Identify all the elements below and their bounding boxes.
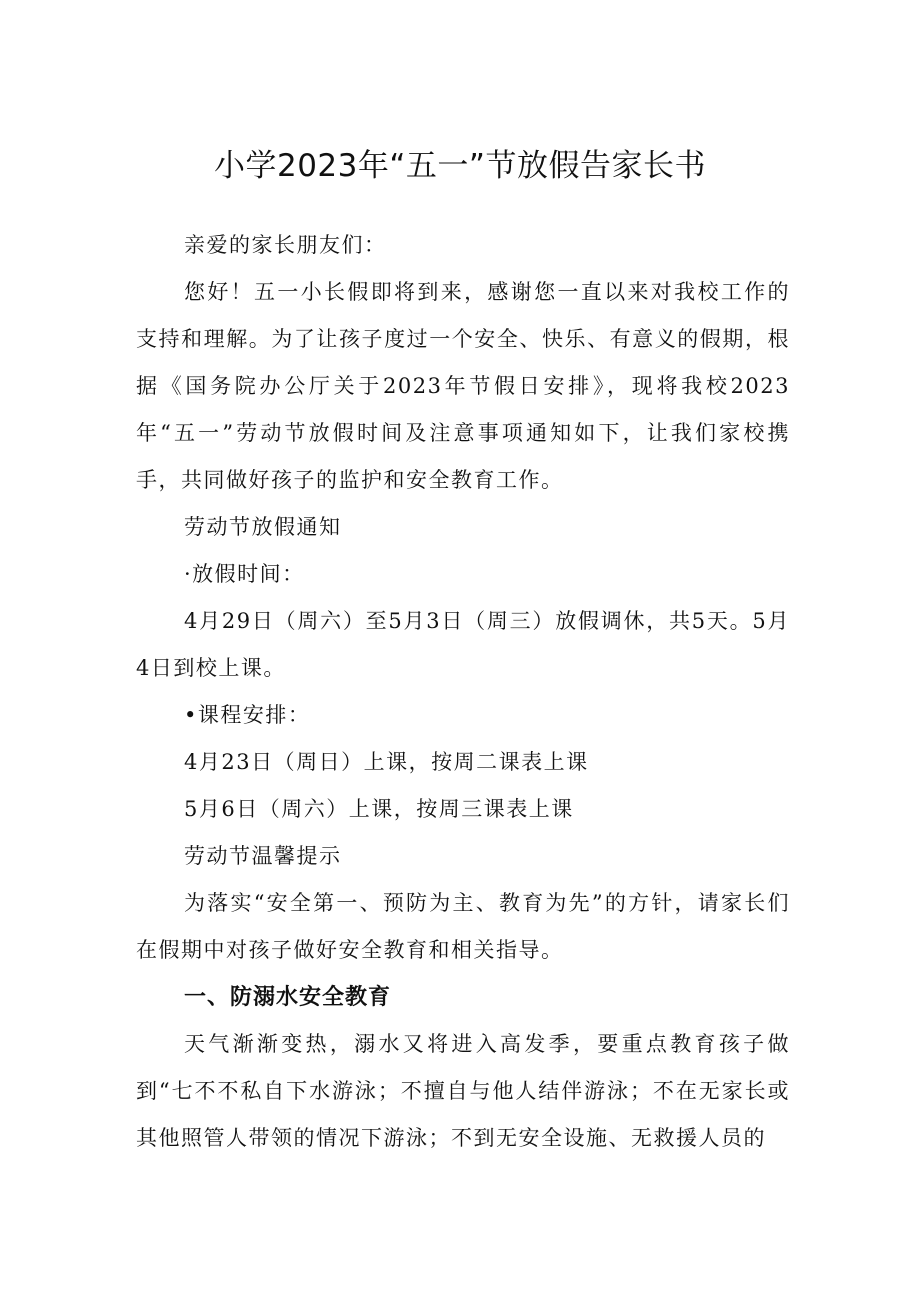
- schedule-item: 5月6日（周六）上课，按周三课表上课: [184, 797, 574, 821]
- document-body: [136, 222, 790, 1162]
- schedule-item: 4月23日（周日）上课，按周二课表上课: [184, 750, 589, 774]
- salutation: 亲爱的家长朋友们：: [184, 233, 387, 257]
- bullet-schedule-label: •课程安排：: [184, 703, 311, 727]
- bullet-holiday-time-label: ·放假时间：: [184, 562, 305, 586]
- tips-paragraph: 为落实“安全第一、预防为主、教育为先”的方针，请家长们在假期中对孩子做好安全教育和相关指导。: [136, 891, 790, 962]
- section-label-tips: 劳动节温馨提示: [184, 844, 342, 868]
- intro-paragraph: 您好！五一小长假即将到来，感谢您一直以来对我校工作的支持和理解。为了让孩子度过一个安全、快乐、有意义的假期，根据《国务院办公厅关于2023年节假日安排》，现将我校2023年“五一”劳动节放假时间及注意事项通知如下，让我们家校携手，共同做好孩子的监护和安全教育工作。: [136, 280, 790, 492]
- document-title: 小学2023年“五一”节放假告家长书: [213, 148, 706, 184]
- section-label-holiday-notice: 劳动节放假通知: [184, 515, 342, 539]
- drowning-paragraph: 天气渐渐变热，溺水又将进入高发季，要重点教育孩子做到“七不不私自下水游泳；不擅自与他人结伴游泳；不在无家长或其他照管人带领的情况下游泳；不到无安全设施、无救援人员的: [136, 1032, 790, 1150]
- section-heading-drowning: 一、防溺水安全教育: [184, 985, 392, 1010]
- holiday-time-paragraph: 4月29日（周六）至5月3日（周三）放假调休，共5天。5月4日到校上课。: [136, 609, 790, 680]
